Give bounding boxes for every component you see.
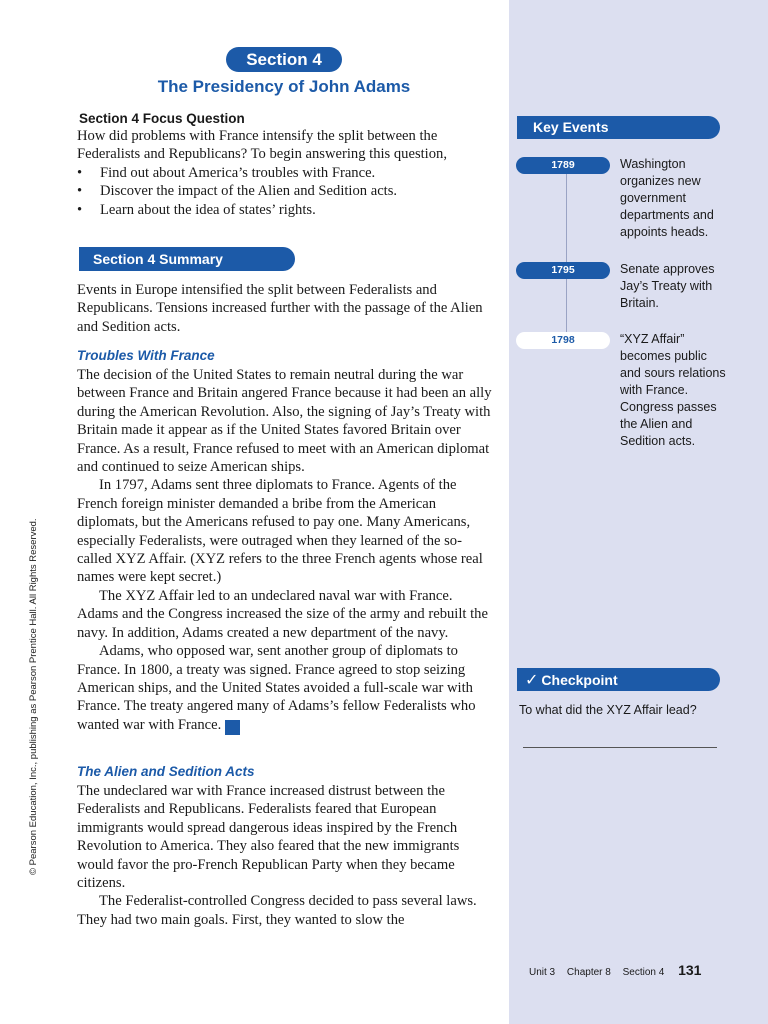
checkmark-icon: ✓ [225,720,240,735]
alien-paragraph: The undeclared war with France increased distrust between the Federalists and Republicans. Federalists feared that European immigrants would spread dangerous ideas inspired by the French Revolution to America. They also feared that the new immigrants would favor the pro-French Republican Party when they became citizens. [77,783,460,892]
alien-body [77,782,492,929]
event-year: 1795 [516,262,610,279]
focus-bullet: • Learn about the idea of states’ rights. [77,201,492,219]
page-number: 131 [678,962,702,978]
section-label: Section 4 [226,47,342,72]
summary-intro-text: Events in Europe intensified the split between Federalists and Republicans. Tensions increased further with the passage of the Alien and Sedition acts. [77,282,483,335]
event-description: Senate approves Jay’s Treaty with Britain. [620,262,715,310]
focus-question-heading: Section 4 Focus Question [79,111,245,126]
alien-heading: The Alien and Sedition Acts [77,764,255,779]
checkpoint-heading [517,668,720,691]
focus-question-text: How did problems with France intensify the split between the Federalists and Republicans? To begin answering this question, [77,128,447,163]
focus-bullet-list [77,164,492,219]
focus-bullet: • Discover the impact of the Alien and Sedition acts. [77,182,492,200]
troubles-paragraph-last [77,642,492,735]
event-year: 1789 [516,157,610,174]
event-year: 1798 [516,332,610,349]
summary-intro [77,281,492,336]
checkmark-icon: ✓ [525,670,539,689]
troubles-paragraph: The XYZ Affair led to an undeclared naval war with France. Adams and the Congress increased the size of the army and rebuilt the navy. In addition, Adams created a new department of the navy. [77,587,488,641]
answer-line[interactable] [523,747,717,748]
troubles-paragraph: Adams, who opposed war, sent another group of diplomats to France. In 1800, a treaty was signed. France agreed to stop seizing American ships, and the United States avoided a full-scale war with France. The treaty angered many of Adams’s fellow Federalists who wanted war with France. [77,643,476,733]
troubles-body [77,366,492,735]
troubles-paragraph: In 1797, Adams sent three diplomats to France. Agents of the French foreign minister demanded a bribe from the American diplomats, but the Americans refused to pay one. Many Americans, especially Federalists, were outraged when they learned of the so-called XYZ Affair. (XYZ refers to the three French agents whose real names were kept secret.) [77,477,483,586]
troubles-paragraph: The decision of the United States to remain neutral during the war between France and Britain angered France because it had been an ally during the American Revolution. Also, the signing of Jay’s Treaty with Britain made it appear as if the United States favored Britain over France. As a result, France refused to meet with an American diplomat and continued to seize American ships. [77,367,492,476]
footer-unit: Unit 3 [529,967,556,978]
footer-chapter: Chapter 8 [566,967,611,978]
alien-paragraph: The Federalist-controlled Congress decided to pass several laws. They had two main goals. First, they wanted to slow the [77,893,477,928]
footer-section: Section 4 [622,967,665,978]
focus-question-block [77,127,492,219]
event-description: Washington organizes new government departments and appoints heads. [620,157,714,239]
event-description: “XYZ Affair” becomes public and sours relations with France. Congress passes the Alien and Sedition acts. [620,332,726,448]
copyright-notice: © Pearson Education, Inc., publishing as Pearson Prentice Hall. All Rights Reserved. [28,518,39,875]
key-events-heading: Key Events [517,116,720,139]
focus-bullet: • Find out about America’s troubles with France. [77,164,492,182]
checkpoint-label: Checkpoint [541,672,618,688]
troubles-heading: Troubles With France [77,348,215,363]
sidebar-panel [509,0,768,1024]
page-footer [529,962,710,978]
checkpoint-question: To what did the XYZ Affair lead? [519,703,697,717]
summary-heading: Section 4 Summary [79,247,295,271]
page-title: The Presidency of John Adams [157,77,411,96]
timeline-line [566,170,567,348]
